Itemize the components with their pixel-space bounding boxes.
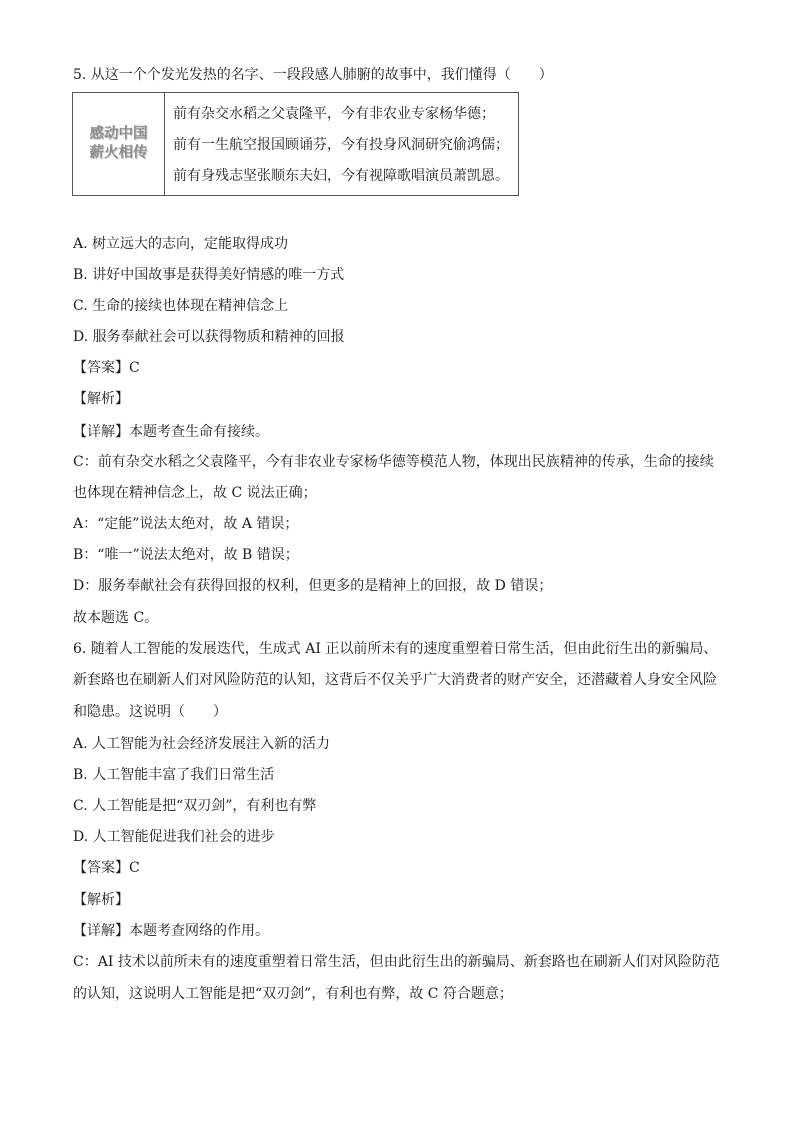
q6-analysis-label: 【解析】 xyxy=(73,892,129,908)
q6-explanation-line: 的认知，这说明人工智能是把“双刃剑”，有利也有弊，故 C 符合题意； xyxy=(73,986,513,1002)
logo-text-line1: 感动中国 xyxy=(89,126,148,142)
q5-analysis-label: 【解析】 xyxy=(73,391,129,407)
q6-explanation-line: C：AI 技术以前所未有的速度重塑着日常生活，但由此衍生出的新骗局、新套路也在刷新人们对风险防范 xyxy=(73,954,720,970)
quote-card xyxy=(72,92,519,196)
quote-line: 前有身残志坚张顺东夫妇，今有视障歌唱演员萧凯恩。 xyxy=(173,168,509,184)
question-6-stem-line: 6. 随着人工智能的发展迭代，生成式 AI 正以前所未有的速度重塑着日常生活，但由此衍生出的新骗局、 xyxy=(73,641,718,657)
q5-answer: 【答案】C xyxy=(73,360,140,376)
q6-option-d: D. 人工智能促进我们社会的进步 xyxy=(73,829,275,845)
quote-line: 前有一生航空报国顾诵芬，今有投身风洞研究偷鸿儒； xyxy=(173,137,509,153)
q5-explanation-line: D：服务奉献社会有获得回报的权利，但更多的是精神上的回报，故 D 错误； xyxy=(73,578,553,594)
q6-option-b: B. 人工智能丰富了我们日常生活 xyxy=(73,767,275,783)
q5-detail: 【详解】本题考查生命有接续。 xyxy=(73,424,269,440)
q5-explanation-line: C：前有杂交水稻之父袁隆平，今有非农业专家杨华德等模范人物，体现出民族精神的传承，生命的接续 xyxy=(73,454,714,470)
touching-china-logo xyxy=(73,93,165,195)
q5-conclusion: 故本题选 C。 xyxy=(73,610,159,626)
q5-option-a: A. 树立远大的志向，定能取得成功 xyxy=(73,236,289,252)
question-6-stem-line: 新套路也在刷新人们对风险防范的认知，这背后不仅关乎广大消费者的财产安全，还潜藏着人身安全风险 xyxy=(73,672,717,688)
q5-option-b: B. 讲好中国故事是获得美好情感的唯一方式 xyxy=(73,267,345,283)
quote-line: 前有杂交水稻之父袁隆平，今有非农业专家杨华德； xyxy=(173,106,495,122)
q5-explanation-line: A：“定能”说法太绝对，故 A 错误； xyxy=(73,516,299,532)
q6-answer: 【答案】C xyxy=(73,860,140,876)
q5-explanation-line: B：“唯一”说法太绝对，故 B 错误； xyxy=(73,547,299,563)
q6-option-a: A. 人工智能为社会经济发展注入新的活力 xyxy=(73,736,331,752)
q6-detail: 【详解】本题考查网络的作用。 xyxy=(73,923,269,939)
q5-option-d: D. 服务奉献社会可以获得物质和精神的回报 xyxy=(73,329,345,345)
logo-text-line2: 薪火相传 xyxy=(89,145,148,161)
q5-explanation-line: 也体现在精神信念上，故 C 说法正确； xyxy=(73,485,317,501)
quote-lines xyxy=(173,105,509,198)
q5-option-c: C. 生命的接续也体现在精神信念上 xyxy=(73,298,289,314)
question-5-stem: 5. 从这一个个发光发热的名字、一段段感人肺腑的故事中，我们懂得（ ） xyxy=(73,67,553,83)
question-6-stem-line: 和隐患。这说明（ ） xyxy=(73,704,227,720)
q6-option-c: C. 人工智能是把“双刃剑”，有利也有弊 xyxy=(73,798,317,814)
